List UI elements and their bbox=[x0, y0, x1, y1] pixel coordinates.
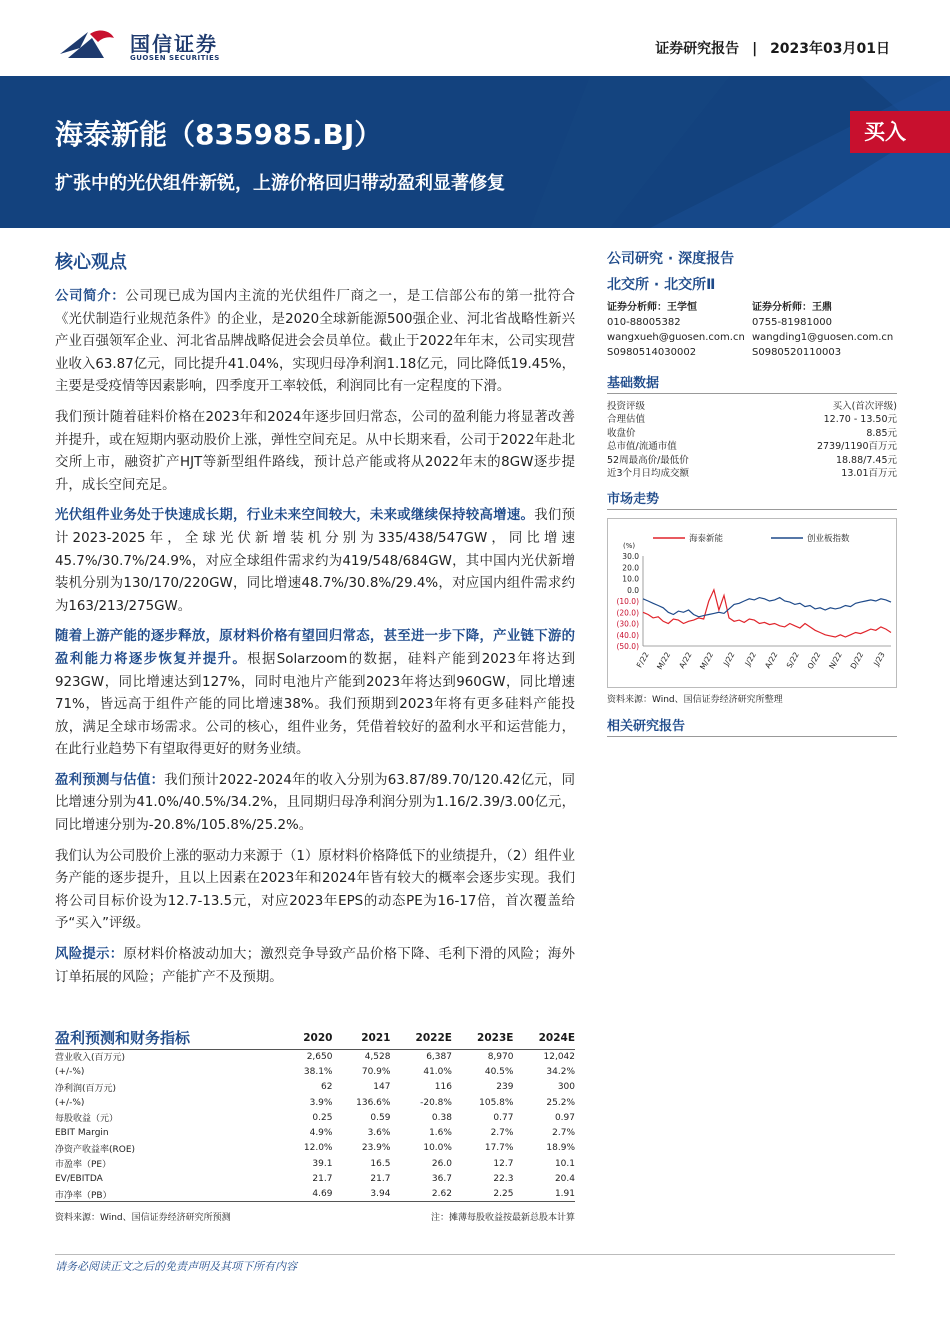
analyst-cert: S0980520110003 bbox=[752, 347, 842, 358]
x-tick-label: N/22 bbox=[827, 650, 844, 671]
table-cell: 21.7 bbox=[370, 1174, 391, 1185]
financial-forecast-table bbox=[55, 1027, 575, 1223]
basic-data-row bbox=[607, 440, 897, 453]
core-views-title: 核心观点 bbox=[55, 252, 127, 273]
paragraph-lead: 盈利预测与估值： bbox=[55, 772, 165, 788]
y-tick-label: 10.0 bbox=[622, 574, 639, 584]
table-cell: 8,970 bbox=[487, 1051, 514, 1062]
basic-data-key: 收盘价 bbox=[607, 427, 636, 439]
table-cell: 0.59 bbox=[370, 1112, 391, 1123]
basic-data-row bbox=[607, 454, 897, 467]
table-cell: 300 bbox=[557, 1082, 575, 1093]
table-cell: 2.7% bbox=[490, 1128, 514, 1139]
guosen-logo-icon bbox=[58, 28, 118, 62]
paragraph-text: 公司现已成为国内主流的光伏组件厂商之一，是工信部公布的第一批符合《光伏制造行业规范条件》的企业，是2020全球新能源500强企业、河北省战略性新兴产业百强领军企业、河北省品牌战略促进会会员单位。截止于2022年年末，公司实现营业收入63.87亿元，同比提升41.04%，实现归母净利润1.18亿元，同比降低19.45%，主要是受疫情等因素影响，四季度开工率较低，利润同比有一定程度的下滑。 bbox=[55, 289, 576, 395]
table-body bbox=[55, 1049, 575, 1202]
table-year-header: 2020 bbox=[283, 1027, 332, 1049]
row-label: 营业收入(百万元) bbox=[55, 1053, 126, 1064]
table-cell: 62 bbox=[321, 1082, 333, 1093]
table-note: 注：摊薄每股收益按最新总股本计算 bbox=[430, 1213, 575, 1224]
table-cell: 2.25 bbox=[452, 1187, 514, 1202]
table-cell: 12,042 bbox=[543, 1051, 575, 1062]
y-tick-label: 30.0 bbox=[622, 552, 639, 562]
table-cell: 105.8% bbox=[479, 1097, 514, 1108]
report-category: 公司研究 · 深度报告 bbox=[607, 251, 735, 267]
row-label: EV/EBITDA bbox=[55, 1174, 103, 1185]
basic-data-row bbox=[607, 400, 897, 413]
row-label: (+/-%) bbox=[55, 1097, 85, 1108]
guosen-logo bbox=[58, 24, 220, 68]
table-row bbox=[55, 1110, 575, 1125]
basic-data-value: 18.88/7.45元 bbox=[835, 454, 897, 466]
table-row bbox=[55, 1095, 575, 1110]
table-row bbox=[55, 1156, 575, 1171]
table-year-header: 2021 bbox=[332, 1027, 390, 1049]
basic-data-value: 买入(首次评级) bbox=[832, 401, 897, 412]
paragraph-lead: 随着上游产能的逐步释放，原材料价格有望回归常态，甚至进一步下降，产业链下游的盈利能力将逐步恢复并提升。 bbox=[55, 629, 575, 667]
table-cell: 147 bbox=[373, 1082, 391, 1093]
report-date: 2023年03月01日 bbox=[770, 41, 890, 57]
table-row bbox=[55, 1141, 575, 1156]
series-line bbox=[643, 598, 891, 617]
logo-text-en: GUOSEN SECURITIES bbox=[130, 54, 220, 62]
analyst-phone: 010-88005382 bbox=[607, 317, 681, 328]
table-cell: 0.25 bbox=[312, 1112, 333, 1123]
analyst-email[interactable]: wangding1@guosen.com.cn bbox=[752, 332, 894, 343]
table-cell: 20.4 bbox=[554, 1174, 575, 1185]
table-cell: 39.1 bbox=[312, 1158, 333, 1169]
basic-data-value: 2739/1190百万元 bbox=[816, 441, 897, 453]
table-cell: 22.3 bbox=[493, 1174, 514, 1185]
x-tick-label: M/22 bbox=[655, 650, 673, 672]
y-tick-label: (20.0) bbox=[616, 608, 639, 618]
x-tick-label: F/22 bbox=[634, 650, 651, 670]
row-label: 市盈率（PE） bbox=[55, 1160, 112, 1171]
table-cell: -20.8% bbox=[420, 1097, 452, 1108]
core-paragraphs bbox=[55, 286, 575, 989]
report-subtitle: 扩张中的光伏组件新锐，上游价格回归带动盈利显著修复 bbox=[55, 173, 505, 194]
basic-data-title: 基础数据 bbox=[607, 372, 897, 394]
basic-data-value: 8.85元 bbox=[866, 427, 897, 439]
y-tick-label: (30.0) bbox=[616, 619, 639, 629]
y-tick-label: 0.0 bbox=[627, 586, 639, 596]
basic-data-key: 总市值/流通市值 bbox=[607, 441, 677, 453]
report-type-date bbox=[655, 38, 890, 58]
exchange-board: 北交所 · 北交所Ⅱ bbox=[607, 277, 716, 293]
row-label: 每股收益（元） bbox=[55, 1114, 119, 1125]
table-cell: 2,650 bbox=[306, 1051, 333, 1062]
table-year-header: 2024E bbox=[513, 1027, 575, 1049]
table-cell: 4.69 bbox=[283, 1187, 332, 1202]
core-paragraph bbox=[55, 944, 575, 989]
table-row bbox=[55, 1171, 575, 1186]
row-label: 市净率（PB） bbox=[55, 1187, 283, 1202]
core-paragraph bbox=[55, 505, 575, 618]
legend-label: 创业板指数 bbox=[807, 534, 850, 545]
table-cell: 34.2% bbox=[546, 1066, 575, 1077]
table-year-header: 2023E bbox=[452, 1027, 514, 1049]
x-tick-label: M/22 bbox=[698, 650, 716, 672]
report-type: 证券研究报告 bbox=[655, 41, 740, 57]
y-axis-label: (%) bbox=[623, 542, 636, 551]
logo-text-cn: 国信证券 bbox=[130, 32, 218, 56]
paragraph-text: 我们预计随着硅料价格在2023年和2024年逐步回归常态，公司的盈利能力将显著改善并提升，或在短期内驱动股价上涨，弹性空间充足。从中长期来看，公司于2022年赴北交所上市，融资扩产HJT等新型组件路线，预计总产能或将从2022年末的8GW逐步提升，成长空间充足。 bbox=[55, 409, 575, 493]
table-cell: 3.9% bbox=[309, 1097, 333, 1108]
paragraph-text: 我们认为公司股价上涨的驱动力来源于（1）原材料价格降低下的业绩提升，（2）组件业务产能的逐步提升，且以上因素在2023年和2024年皆有较大的概率会逐步实现。我们将公司目标价设为12.7-13.5元，对应2023年EPS的动态PE为16-17倍，首次覆盖给予“买入”评级。 bbox=[55, 848, 575, 932]
core-paragraph bbox=[55, 770, 575, 838]
paragraph-lead: 风险提示： bbox=[55, 947, 124, 963]
table-cell: 12.0% bbox=[303, 1143, 333, 1154]
table-cell: 25.2% bbox=[546, 1097, 575, 1108]
analyst-role: 证券分析师： bbox=[752, 302, 812, 313]
basic-data-value: 13.01百万元 bbox=[841, 468, 897, 480]
table-cell: 1.91 bbox=[513, 1187, 575, 1202]
basic-data-key: 投资评级 bbox=[607, 401, 646, 412]
footer-disclaimer: 请务必阅读正文之后的免责声明及其项下所有内容 bbox=[55, 1260, 297, 1273]
table-row bbox=[55, 1125, 575, 1140]
table-cell: 239 bbox=[496, 1082, 514, 1093]
y-tick-label: (40.0) bbox=[616, 631, 639, 641]
table-cell: 116 bbox=[434, 1082, 452, 1093]
analyst-cert: S0980514030002 bbox=[607, 347, 697, 358]
table-title: 盈利预测和财务指标 bbox=[55, 1027, 283, 1049]
market-trend-chart bbox=[607, 518, 897, 688]
rating-badge: 买入 bbox=[850, 111, 950, 153]
basic-data-key: 近3个月日均成交额 bbox=[607, 468, 690, 480]
analyst-name: 王鼎 bbox=[812, 302, 832, 313]
table-cell: 4,528 bbox=[364, 1051, 391, 1062]
related-reports-title[interactable]: 相关研究报告 bbox=[607, 715, 897, 737]
table-cell: 36.7 bbox=[431, 1174, 452, 1185]
paragraph-lead: 光伏组件业务处于快速成长期，行业未来空间较大，未来或继续保持较高增速。 bbox=[55, 508, 535, 524]
basic-data-key: 52周最高价/最低价 bbox=[607, 454, 689, 466]
paragraph-text: 原材料价格波动加大；激烈竞争导致产品价格下降、毛利下滑的风险；海外订单拓展的风险；产能扩产不及预期。 bbox=[55, 947, 576, 985]
footer-divider bbox=[55, 1254, 895, 1255]
basic-data-row bbox=[607, 413, 897, 426]
table-cell: 0.38 bbox=[431, 1112, 452, 1123]
table-source: 资料来源：Wind、国信证券经济研究所预测 bbox=[55, 1213, 231, 1224]
table-cell: 2.7% bbox=[552, 1128, 575, 1139]
table-row bbox=[55, 1080, 575, 1095]
table-cell: 12.7 bbox=[493, 1158, 514, 1169]
table-cell: 3.6% bbox=[367, 1128, 391, 1139]
header-separator: | bbox=[752, 41, 758, 57]
analyst-role: 证券分析师： bbox=[607, 302, 667, 313]
basic-data-row bbox=[607, 427, 897, 440]
basic-data-key: 合理估值 bbox=[607, 414, 646, 426]
analyst-2 bbox=[752, 300, 893, 360]
x-tick-label: O/22 bbox=[805, 650, 823, 672]
table-cell: 0.77 bbox=[493, 1112, 514, 1123]
core-paragraph bbox=[55, 407, 575, 497]
basic-data-value: 12.70 - 13.50元 bbox=[823, 414, 897, 426]
analyst-email[interactable]: wangxueh@guosen.com.cn bbox=[607, 332, 745, 343]
y-tick-label: (10.0) bbox=[616, 597, 639, 607]
x-tick-label: J/23 bbox=[871, 650, 887, 668]
table-cell: 70.9% bbox=[361, 1066, 391, 1077]
table-cell: 18.9% bbox=[546, 1143, 575, 1154]
table-cell: 10.0% bbox=[423, 1143, 452, 1154]
analyst-1 bbox=[607, 300, 745, 360]
table-cell: 10.1 bbox=[554, 1158, 575, 1169]
x-tick-label: J/22 bbox=[721, 650, 737, 668]
legend-label: 海泰新能 bbox=[689, 534, 724, 545]
row-label: EBIT Margin bbox=[55, 1128, 109, 1139]
analyst-info bbox=[607, 300, 897, 364]
core-paragraph bbox=[55, 286, 575, 399]
table-notes bbox=[55, 1210, 575, 1223]
table-cell: 40.5% bbox=[484, 1066, 514, 1077]
table-cell: 21.7 bbox=[312, 1174, 333, 1185]
table-year-header: 2022E bbox=[390, 1027, 452, 1049]
page-header bbox=[0, 0, 950, 76]
x-tick-label: A/22 bbox=[763, 650, 780, 671]
table-cell: 2.62 bbox=[390, 1187, 452, 1202]
table-cell: 38.1% bbox=[303, 1066, 333, 1077]
table-cell: 26.0 bbox=[431, 1158, 452, 1169]
basic-data-list bbox=[607, 400, 897, 480]
market-trend-title: 市场走势 bbox=[607, 488, 897, 510]
paragraph-text: 我们预计2023-2025年，全球光伏新增装机分别为335/438/547GW，同比增速45.7%/30.7%/24.9%，对应全球组件需求约为419/548/684GW，其中国内光伏新增装机分别为130/170/220GW，同比增速48.7%/30.8%/29.4%，对应国内组件需求约为163/213/275GW。 bbox=[55, 508, 576, 614]
table-cell: 3.94 bbox=[332, 1187, 390, 1202]
table-cell: 41.0% bbox=[423, 1066, 452, 1077]
series-line bbox=[643, 590, 891, 637]
table-cell: 1.6% bbox=[429, 1128, 452, 1139]
table-cell: 6,387 bbox=[426, 1051, 452, 1062]
chart-source: 资料来源：Wind、国信证券经济研究所整理 bbox=[607, 695, 783, 706]
core-views bbox=[55, 248, 575, 997]
table-cell: 16.5 bbox=[370, 1158, 391, 1169]
title-banner bbox=[0, 76, 950, 228]
table-cell: 4.9% bbox=[309, 1128, 333, 1139]
table-row bbox=[55, 1187, 575, 1202]
row-label: 净利润(百万元) bbox=[55, 1083, 117, 1094]
paragraph-text: 根据Solarzoom的数据，硅料产能到2023年将达到923GW，同比增速达到127%，同时电池片产能到2023年将达到960GW，同比增速71%，皆远高于组件产能的同比增速38%。我们预期到2023年将有更多硅料产能投放，满足全球市场需求。公司的核心，组件业务，凭借着较好的盈利水平和运营能力，在此行业趋势下有望取得更好的财务业绩。 bbox=[55, 651, 575, 758]
row-label: (+/-%) bbox=[55, 1066, 85, 1077]
table-cell: 136.6% bbox=[356, 1097, 391, 1108]
x-tick-label: J/22 bbox=[743, 650, 759, 668]
paragraph-text: 我们预计2022-2024年的收入分别为63.87/89.70/120.42亿元，同比增速分别为41.0%/40.5%/34.2%，且同期归母净利润分别为1.16/2.39/3.00亿元，同比增速分别为-20.8%/105.8%/25.2%。 bbox=[55, 772, 575, 834]
analyst-phone: 0755-81981000 bbox=[752, 317, 832, 328]
sidebar bbox=[607, 248, 897, 737]
table-header-row bbox=[55, 1027, 575, 1049]
table-cell: 23.9% bbox=[361, 1143, 391, 1154]
market-trend-svg bbox=[607, 518, 897, 688]
x-tick-label: A/22 bbox=[677, 650, 694, 671]
table-row bbox=[55, 1049, 575, 1064]
row-label: 净资产收益率(ROE) bbox=[55, 1144, 136, 1155]
x-tick-label: S/22 bbox=[784, 650, 801, 671]
table-cell: 0.97 bbox=[554, 1112, 575, 1123]
paragraph-lead: 公司简介： bbox=[55, 289, 126, 304]
core-paragraph bbox=[55, 846, 575, 936]
table-cell: 17.7% bbox=[484, 1143, 514, 1154]
y-tick-label: (50.0) bbox=[616, 642, 639, 652]
y-tick-label: 20.0 bbox=[622, 563, 639, 573]
basic-data-row bbox=[607, 467, 897, 480]
company-title: 海泰新能（835985.BJ） bbox=[55, 118, 383, 151]
x-tick-label: D/22 bbox=[848, 650, 866, 671]
core-paragraph bbox=[55, 626, 575, 762]
analyst-name: 王学恒 bbox=[667, 302, 697, 313]
table-row bbox=[55, 1064, 575, 1079]
